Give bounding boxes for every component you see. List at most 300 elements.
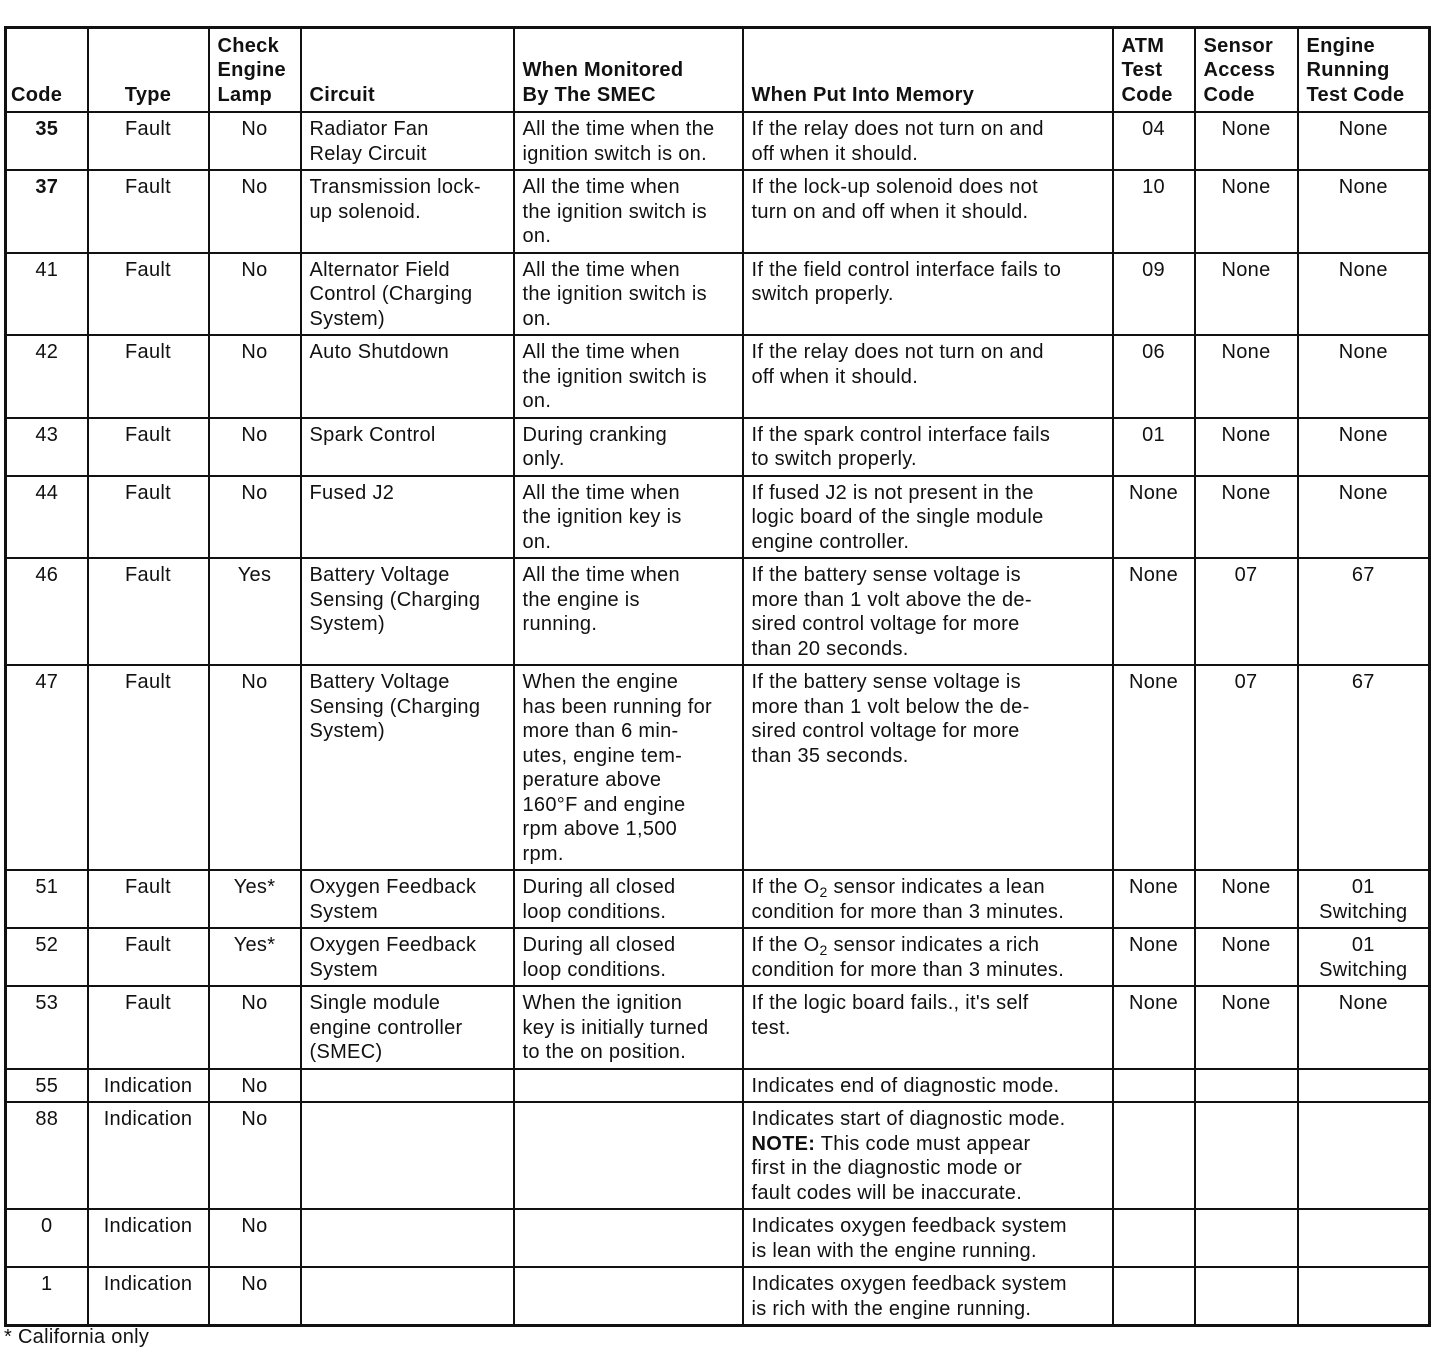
monitored-line: on. — [522, 307, 552, 330]
cell-circuit — [301, 112, 514, 170]
cell-when-put-into-memory — [743, 112, 1113, 170]
fault-code-table — [4, 26, 1431, 1327]
cell-sensor-access-code — [1195, 112, 1298, 170]
memory-line: If fused J2 is not present in the — [751, 481, 1034, 504]
cell-check-engine-lamp — [209, 1102, 301, 1209]
circuit-line: Fused J2 — [309, 481, 395, 504]
monitored-line: running. — [522, 613, 598, 635]
type-value: Fault — [125, 934, 171, 956]
memory-line: If the lock-up solenoid does not — [751, 176, 1038, 198]
code-value: 53 — [35, 992, 59, 1014]
cell-when-monitored — [514, 418, 743, 476]
cell-when-monitored — [514, 558, 743, 665]
circuit-line: Spark Control — [309, 423, 436, 446]
memory-line: off when it should. — [751, 142, 919, 165]
memory-line: Indicates end of diagnostic mode. — [751, 1074, 1060, 1097]
circuit-line: Oxygen Feedback — [309, 876, 477, 898]
type-value: Fault — [125, 423, 171, 446]
monitored-line: All the time when — [522, 258, 680, 281]
cell-atm-test-code — [1113, 870, 1195, 928]
circuit-line: (SMEC) — [309, 1041, 383, 1063]
cell-type — [88, 870, 209, 928]
monitored-line: During all closed — [522, 876, 676, 898]
memory-fragment: If the O — [751, 934, 820, 956]
header-type — [88, 28, 209, 113]
cell-code — [6, 476, 88, 559]
table-row — [6, 476, 1430, 559]
cell-atm-test-code — [1113, 1102, 1195, 1209]
sensor-value: None — [1221, 934, 1271, 956]
header-engine-running-test-code — [1298, 28, 1430, 113]
running-value: None — [1338, 118, 1388, 140]
cell-check-engine-lamp — [209, 418, 301, 476]
running-value: None — [1338, 258, 1388, 281]
note-label: NOTE: — [751, 1132, 816, 1155]
header-check-engine-lamp — [209, 28, 301, 113]
memory-line: turn on and off when it should. — [751, 200, 1029, 223]
memory-line: sired control voltage for more — [751, 613, 1020, 635]
atm-value: 01 — [1142, 423, 1165, 446]
monitored-line: utes, engine tem- — [522, 744, 683, 767]
circuit-line: System — [309, 958, 378, 981]
cell-code — [6, 253, 88, 336]
note-line — [752, 1132, 1104, 1157]
type-value: Indication — [103, 1074, 193, 1097]
circuit-line: System — [309, 900, 378, 923]
cell-check-engine-lamp — [209, 335, 301, 418]
lamp-value: Yes* — [233, 934, 276, 956]
header-monitored-line: When Monitored — [522, 59, 684, 81]
cell-atm-test-code — [1113, 558, 1195, 665]
cell-type — [88, 476, 209, 559]
atm-value: None — [1128, 564, 1178, 586]
monitored-line: 160°F and engine — [522, 793, 686, 816]
running-value: None — [1338, 341, 1388, 363]
circuit-line: Sensing (Charging — [309, 695, 481, 718]
cell-engine-running-test-code — [1298, 335, 1430, 418]
table-row — [6, 112, 1430, 170]
cell-sensor-access-code — [1195, 928, 1298, 986]
table-row — [6, 1209, 1430, 1267]
header-atm-line: ATM — [1121, 34, 1165, 57]
o2-subscript: 2 — [819, 884, 828, 900]
type-value: Fault — [125, 671, 171, 693]
type-value: Fault — [125, 176, 171, 198]
code-value: 46 — [35, 564, 59, 586]
cell-check-engine-lamp — [209, 558, 301, 665]
header-monitored-line: By The SMEC — [522, 83, 656, 106]
lamp-value: No — [241, 176, 268, 198]
cell-when-monitored — [514, 665, 743, 870]
code-value: 1 — [41, 1273, 53, 1295]
cell-engine-running-test-code — [1298, 986, 1430, 1069]
cell-code — [6, 335, 88, 418]
note-line: fault codes will be inaccurate. — [751, 1181, 1023, 1204]
type-value: Fault — [125, 564, 171, 586]
monitored-line: All the time when — [522, 176, 680, 198]
cell-engine-running-test-code — [1298, 928, 1430, 986]
cell-circuit — [301, 1267, 514, 1326]
cell-type — [88, 418, 209, 476]
memory-line: switch properly. — [751, 283, 894, 305]
monitored-line: the ignition switch is — [522, 200, 707, 223]
circuit-line: Transmission lock- — [309, 176, 481, 198]
cell-code — [6, 558, 88, 665]
cell-when-put-into-memory — [743, 870, 1113, 928]
cell-when-put-into-memory — [743, 1209, 1113, 1267]
cell-check-engine-lamp — [209, 170, 301, 253]
cell-engine-running-test-code — [1298, 1267, 1430, 1326]
running-value: None — [1338, 176, 1388, 198]
sensor-value: None — [1221, 258, 1271, 281]
header-when-monitored — [514, 28, 743, 113]
monitored-line: All the time when the — [522, 118, 715, 140]
cell-when-put-into-memory — [743, 928, 1113, 986]
running-value: 01 — [1351, 876, 1375, 898]
monitored-line: key is initially turned — [522, 1016, 709, 1039]
sensor-value: None — [1221, 176, 1271, 198]
atm-value: None — [1128, 671, 1178, 693]
sensor-value: 07 — [1234, 671, 1258, 693]
cell-when-put-into-memory — [743, 170, 1113, 253]
cell-type — [88, 335, 209, 418]
table-body — [6, 112, 1430, 1326]
atm-value: None — [1128, 934, 1178, 956]
memory-line: more than 1 volt below the de- — [751, 695, 1030, 718]
monitored-line: loop conditions. — [522, 900, 667, 923]
sensor-value: None — [1221, 992, 1271, 1014]
table-row — [6, 253, 1430, 336]
monitored-line: to the on position. — [522, 1041, 687, 1063]
cell-when-put-into-memory — [743, 253, 1113, 336]
monitored-line: on. — [522, 530, 552, 553]
monitored-line: When the ignition — [522, 992, 683, 1014]
cell-engine-running-test-code — [1298, 870, 1430, 928]
memory-line: condition for more than 3 minutes. — [751, 958, 1065, 981]
cell-engine-running-test-code — [1298, 558, 1430, 665]
header-sensor-line: Code — [1203, 83, 1255, 106]
cell-when-monitored — [514, 1267, 743, 1326]
circuit-line: System) — [309, 613, 385, 635]
cell-when-monitored — [514, 928, 743, 986]
monitored-line: on. — [522, 390, 552, 412]
cell-sensor-access-code — [1195, 335, 1298, 418]
type-value: Indication — [103, 1273, 193, 1295]
monitored-line: When the engine — [522, 671, 679, 693]
cell-code — [6, 1267, 88, 1326]
fault-code-document — [4, 26, 1428, 1327]
cell-code — [6, 112, 88, 170]
monitored-line: on. — [522, 225, 552, 247]
table-row — [6, 170, 1430, 253]
cell-atm-test-code — [1113, 928, 1195, 986]
cell-sensor-access-code — [1195, 665, 1298, 870]
header-running-line: Running — [1306, 59, 1390, 81]
sensor-value: None — [1221, 423, 1271, 446]
cell-check-engine-lamp — [209, 870, 301, 928]
monitored-line: the engine is — [522, 588, 640, 611]
code-value: 51 — [35, 876, 59, 898]
code-value: 35 — [35, 118, 59, 140]
cell-code — [6, 870, 88, 928]
type-value: Fault — [125, 481, 171, 504]
memory-line — [752, 933, 1104, 958]
sensor-value: None — [1221, 876, 1271, 898]
cell-engine-running-test-code — [1298, 1209, 1430, 1267]
cell-sensor-access-code — [1195, 870, 1298, 928]
cell-code — [6, 928, 88, 986]
cell-check-engine-lamp — [209, 665, 301, 870]
memory-line — [752, 875, 1104, 900]
cell-sensor-access-code — [1195, 1069, 1298, 1103]
running-value: 01 — [1351, 934, 1375, 956]
cell-code — [6, 665, 88, 870]
cell-type — [88, 112, 209, 170]
atm-value: None — [1128, 992, 1178, 1014]
cell-check-engine-lamp — [209, 928, 301, 986]
type-value: Indication — [103, 1108, 193, 1130]
atm-value: None — [1128, 876, 1178, 898]
memory-line: test. — [751, 1016, 791, 1039]
monitored-line: All the time when — [522, 481, 680, 504]
cell-atm-test-code — [1113, 335, 1195, 418]
header-code — [6, 28, 88, 113]
circuit-line: Control (Charging — [309, 283, 473, 305]
running-value: None — [1338, 423, 1388, 446]
atm-value: 04 — [1142, 118, 1165, 140]
cell-type — [88, 1069, 209, 1103]
monitored-line: perature above — [522, 769, 662, 791]
circuit-line: Oxygen Feedback — [309, 934, 477, 956]
table-row — [6, 418, 1430, 476]
cell-engine-running-test-code — [1298, 1102, 1430, 1209]
running-value: Switching — [1319, 958, 1408, 981]
memory-line: Indicates start of diagnostic mode. — [751, 1108, 1066, 1130]
cell-check-engine-lamp — [209, 112, 301, 170]
cell-engine-running-test-code — [1298, 253, 1430, 336]
code-value: 52 — [35, 934, 59, 956]
monitored-line: only. — [522, 448, 565, 470]
memory-line: If the spark control interface fails — [751, 423, 1051, 446]
note-text: This code must appear — [815, 1132, 1031, 1155]
header-circuit — [301, 28, 514, 113]
circuit-line: System) — [309, 720, 385, 742]
cell-circuit — [301, 1209, 514, 1267]
cell-check-engine-lamp — [209, 1069, 301, 1103]
memory-line: Indicates oxygen feedback system — [751, 1215, 1067, 1237]
cell-when-monitored — [514, 170, 743, 253]
running-value: Switching — [1319, 900, 1408, 923]
cell-when-monitored — [514, 112, 743, 170]
cell-type — [88, 986, 209, 1069]
header-when-put-into-memory — [743, 28, 1113, 113]
cell-atm-test-code — [1113, 1069, 1195, 1103]
code-value: 43 — [35, 423, 59, 446]
header-memory-label: When Put Into Memory — [751, 83, 975, 106]
cell-atm-test-code — [1113, 112, 1195, 170]
code-value: 88 — [35, 1108, 59, 1130]
circuit-line: Relay Circuit — [309, 142, 427, 165]
cell-circuit — [301, 665, 514, 870]
cell-check-engine-lamp — [209, 986, 301, 1069]
memory-line: more than 1 volt above the de- — [751, 588, 1032, 611]
atm-value: 09 — [1142, 258, 1165, 281]
table-row — [6, 928, 1430, 986]
memory-fragment: sensor indicates a rich — [827, 934, 1040, 956]
memory-line: engine controller. — [751, 530, 910, 553]
header-running-line: Test Code — [1306, 83, 1405, 106]
memory-line: to switch properly. — [751, 448, 917, 470]
cell-sensor-access-code — [1195, 1102, 1298, 1209]
header-atm-test-code — [1113, 28, 1195, 113]
code-value: 42 — [35, 341, 59, 363]
header-atm-line: Test — [1121, 59, 1163, 81]
cell-circuit — [301, 870, 514, 928]
cell-atm-test-code — [1113, 253, 1195, 336]
monitored-line: All the time when — [522, 341, 680, 363]
cell-check-engine-lamp — [209, 1267, 301, 1326]
type-value: Fault — [125, 341, 171, 363]
monitored-line: All the time when — [522, 564, 680, 586]
cell-when-monitored — [514, 1102, 743, 1209]
cell-circuit — [301, 1069, 514, 1103]
cell-check-engine-lamp — [209, 253, 301, 336]
note-line: first in the diagnostic mode or — [751, 1157, 1023, 1179]
table-row — [6, 1102, 1430, 1209]
cell-when-monitored — [514, 476, 743, 559]
cell-when-put-into-memory — [743, 335, 1113, 418]
cell-when-monitored — [514, 986, 743, 1069]
monitored-line: ignition switch is on. — [522, 142, 707, 165]
running-value: None — [1338, 992, 1388, 1014]
cell-engine-running-test-code — [1298, 1069, 1430, 1103]
memory-line: If the battery sense voltage is — [751, 564, 1021, 586]
table-row — [6, 335, 1430, 418]
cell-atm-test-code — [1113, 170, 1195, 253]
table-row — [6, 870, 1430, 928]
cell-engine-running-test-code — [1298, 665, 1430, 870]
cell-circuit — [301, 335, 514, 418]
cell-type — [88, 253, 209, 336]
circuit-line: Radiator Fan — [309, 118, 429, 140]
header-sensor-line: Access — [1203, 59, 1276, 81]
cell-sensor-access-code — [1195, 170, 1298, 253]
cell-atm-test-code — [1113, 1209, 1195, 1267]
cell-type — [88, 1102, 209, 1209]
cell-check-engine-lamp — [209, 1209, 301, 1267]
lamp-value: No — [241, 258, 268, 281]
cell-type — [88, 1267, 209, 1326]
cell-type — [88, 665, 209, 870]
cell-when-monitored — [514, 253, 743, 336]
memory-line: sired control voltage for more — [751, 720, 1020, 742]
monitored-line: rpm. — [522, 842, 564, 865]
cell-circuit — [301, 418, 514, 476]
cell-engine-running-test-code — [1298, 418, 1430, 476]
cell-code — [6, 418, 88, 476]
sensor-value: None — [1221, 341, 1271, 363]
monitored-line: During cranking — [522, 423, 668, 446]
code-value: 41 — [35, 258, 59, 281]
lamp-value: No — [241, 1273, 268, 1295]
code-value: 0 — [41, 1215, 53, 1237]
header-code-label: Code — [11, 83, 63, 106]
lamp-value: No — [241, 992, 268, 1014]
memory-line: If the relay does not turn on and — [751, 341, 1044, 363]
sensor-value: None — [1221, 481, 1271, 504]
header-lamp-line: Lamp — [217, 83, 273, 106]
atm-value: None — [1128, 481, 1178, 504]
memory-line: If the field control interface fails to — [751, 258, 1062, 281]
cell-engine-running-test-code — [1298, 112, 1430, 170]
cell-sensor-access-code — [1195, 986, 1298, 1069]
code-value: 37 — [35, 176, 59, 198]
cell-code — [6, 170, 88, 253]
monitored-line: the ignition key is — [522, 506, 682, 528]
lamp-value: No — [241, 341, 268, 363]
header-sensor-access-code — [1195, 28, 1298, 113]
cell-code — [6, 986, 88, 1069]
lamp-value: No — [241, 118, 268, 140]
cell-sensor-access-code — [1195, 476, 1298, 559]
monitored-line: the ignition switch is — [522, 283, 707, 305]
circuit-line: Auto Shutdown — [309, 341, 450, 363]
cell-when-monitored — [514, 1209, 743, 1267]
cell-when-monitored — [514, 335, 743, 418]
circuit-line: Battery Voltage — [309, 564, 450, 586]
table-row — [6, 1267, 1430, 1326]
header-circuit-label: Circuit — [309, 83, 375, 106]
cell-circuit — [301, 253, 514, 336]
type-value: Fault — [125, 876, 171, 898]
table-header-row — [6, 28, 1430, 113]
footnote: * California only — [4, 1326, 150, 1348]
sensor-value: None — [1221, 118, 1271, 140]
memory-line: Indicates oxygen feedback system — [751, 1273, 1067, 1295]
memory-line: is rich with the engine running. — [751, 1297, 1032, 1320]
circuit-line: System) — [309, 307, 385, 330]
cell-when-monitored — [514, 870, 743, 928]
monitored-line: rpm above 1,500 — [522, 818, 678, 840]
cell-atm-test-code — [1113, 476, 1195, 559]
table-row — [6, 558, 1430, 665]
type-value: Fault — [125, 118, 171, 140]
cell-engine-running-test-code — [1298, 170, 1430, 253]
cell-sensor-access-code — [1195, 1209, 1298, 1267]
cell-when-monitored — [514, 1069, 743, 1103]
cell-code — [6, 1102, 88, 1209]
monitored-line: During all closed — [522, 934, 676, 956]
cell-when-put-into-memory — [743, 986, 1113, 1069]
cell-type — [88, 170, 209, 253]
cell-circuit — [301, 476, 514, 559]
code-value: 44 — [35, 481, 59, 504]
lamp-value: No — [241, 423, 268, 446]
cell-circuit — [301, 1102, 514, 1209]
cell-when-put-into-memory — [743, 558, 1113, 665]
cell-sensor-access-code — [1195, 253, 1298, 336]
circuit-line: engine controller — [309, 1016, 463, 1039]
memory-line: than 20 seconds. — [751, 637, 909, 660]
header-atm-line: Code — [1121, 83, 1173, 106]
sensor-value: 07 — [1234, 564, 1258, 586]
cell-code — [6, 1209, 88, 1267]
cell-atm-test-code — [1113, 418, 1195, 476]
lamp-value: Yes* — [233, 876, 276, 898]
header-type-label: Type — [124, 83, 172, 106]
type-value: Indication — [103, 1215, 193, 1237]
running-value: 67 — [1351, 671, 1375, 693]
